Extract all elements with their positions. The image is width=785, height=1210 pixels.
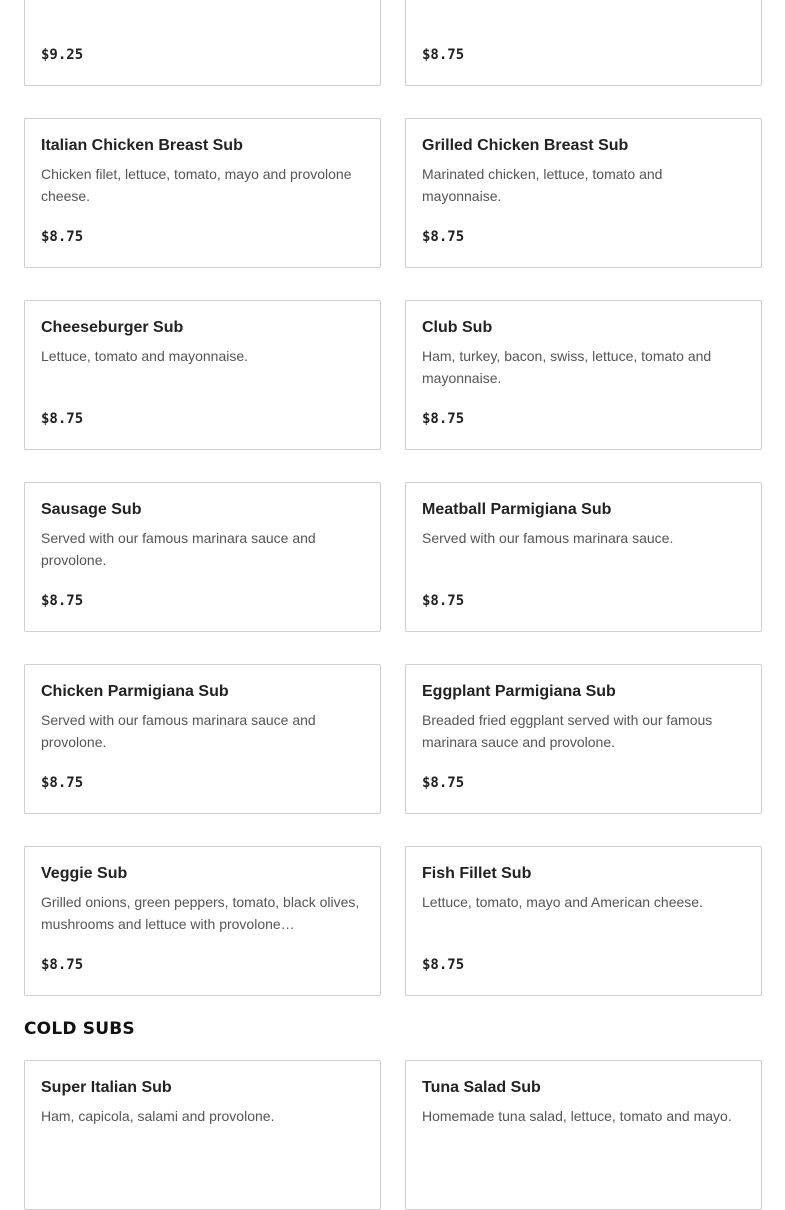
menu-item-description: Lettuce, tomato, mayo and American cheese. [422,894,703,910]
menu-item-name: Super Italian Sub [41,1079,172,1096]
menu-item-price: $8.75 [41,775,84,791]
menu-item-description: Ham, turkey, bacon, swiss, lettuce, tomato and mayonnaise. [422,348,712,386]
menu-item-description [422,0,745,25]
menu-item-card[interactable] [24,118,381,268]
menu-item-price: $8.75 [41,957,84,973]
menu-item-price: $9.25 [41,47,84,63]
menu-item-name: Cheeseburger Sub [41,319,184,336]
menu-item-card[interactable] [405,118,762,268]
menu-item-price: $8.75 [422,411,465,427]
menu-item-card[interactable] [24,1060,381,1210]
menu-item-name: Grilled Chicken Breast Sub [422,137,629,154]
menu-item-name: Veggie Sub [41,865,128,882]
menu-item-description: Lettuce, tomato and mayonnaise. [41,348,249,364]
menu-item-name: Sausage Sub [41,501,142,518]
menu-item-name: Italian Chicken Breast Sub [41,137,243,154]
menu-item-description: Served with our famous marinara sauce and provolone. [41,530,316,568]
menu-item-card[interactable] [24,664,381,814]
menu-item-description: Breaded fried eggplant served with our famous marinara sauce and provolone. [422,712,713,750]
menu-item-description: Marinated chicken, lettuce, tomato and mayonnaise. [422,166,663,204]
menu-item-description: Served with our famous marinara sauce. [422,530,674,546]
menu-item-name: Fish Fillet Sub [422,865,532,882]
menu-item-name: Chicken Parmigiana Sub [41,683,229,700]
menu-item-price: $8.75 [422,775,465,791]
menu-item-description: Chicken filet, lettuce, tomato, mayo and provolone cheese. [41,166,352,204]
menu-item-card[interactable] [24,300,381,450]
menu-item-description: Homemade tuna salad, lettuce, tomato and mayo. [422,1108,732,1124]
menu-item-price: $8.75 [422,47,465,63]
menu-item-card[interactable] [405,846,762,996]
menu-item-price: $8.75 [41,411,84,427]
menu-item-card[interactable] [24,0,381,86]
menu-item-price: $8.75 [422,957,465,973]
menu-item-name: Tuna Salad Sub [422,1079,541,1096]
menu-item-name: Meatball Parmigiana Sub [422,501,612,518]
menu-item-name: Club Sub [422,319,493,336]
menu-item-price: $8.75 [422,593,465,609]
menu-item-description: Ham, capicola, salami and provolone. [41,1108,275,1124]
menu-item-card[interactable] [24,482,381,632]
menu-item-card[interactable] [405,482,762,632]
menu-item-name: Eggplant Parmigiana Sub [422,683,616,700]
menu-item-description: Grilled onions, green peppers, tomato, black olives, mushrooms and lettuce with provolone… [41,894,360,932]
menu-item-card[interactable] [405,300,762,450]
menu-item-card[interactable] [24,846,381,996]
menu-item-card[interactable] [405,0,762,86]
menu-item-card[interactable] [405,664,762,814]
menu-item-card[interactable] [405,1060,762,1210]
menu-item-price: $8.75 [422,229,465,245]
menu-item-price: $8.75 [41,229,84,245]
menu-item-price: $8.75 [41,593,84,609]
section-heading-cold-subs: COLD SUBS [24,1019,135,1039]
menu-item-description: Served with our famous marinara sauce and provolone. [41,712,316,750]
